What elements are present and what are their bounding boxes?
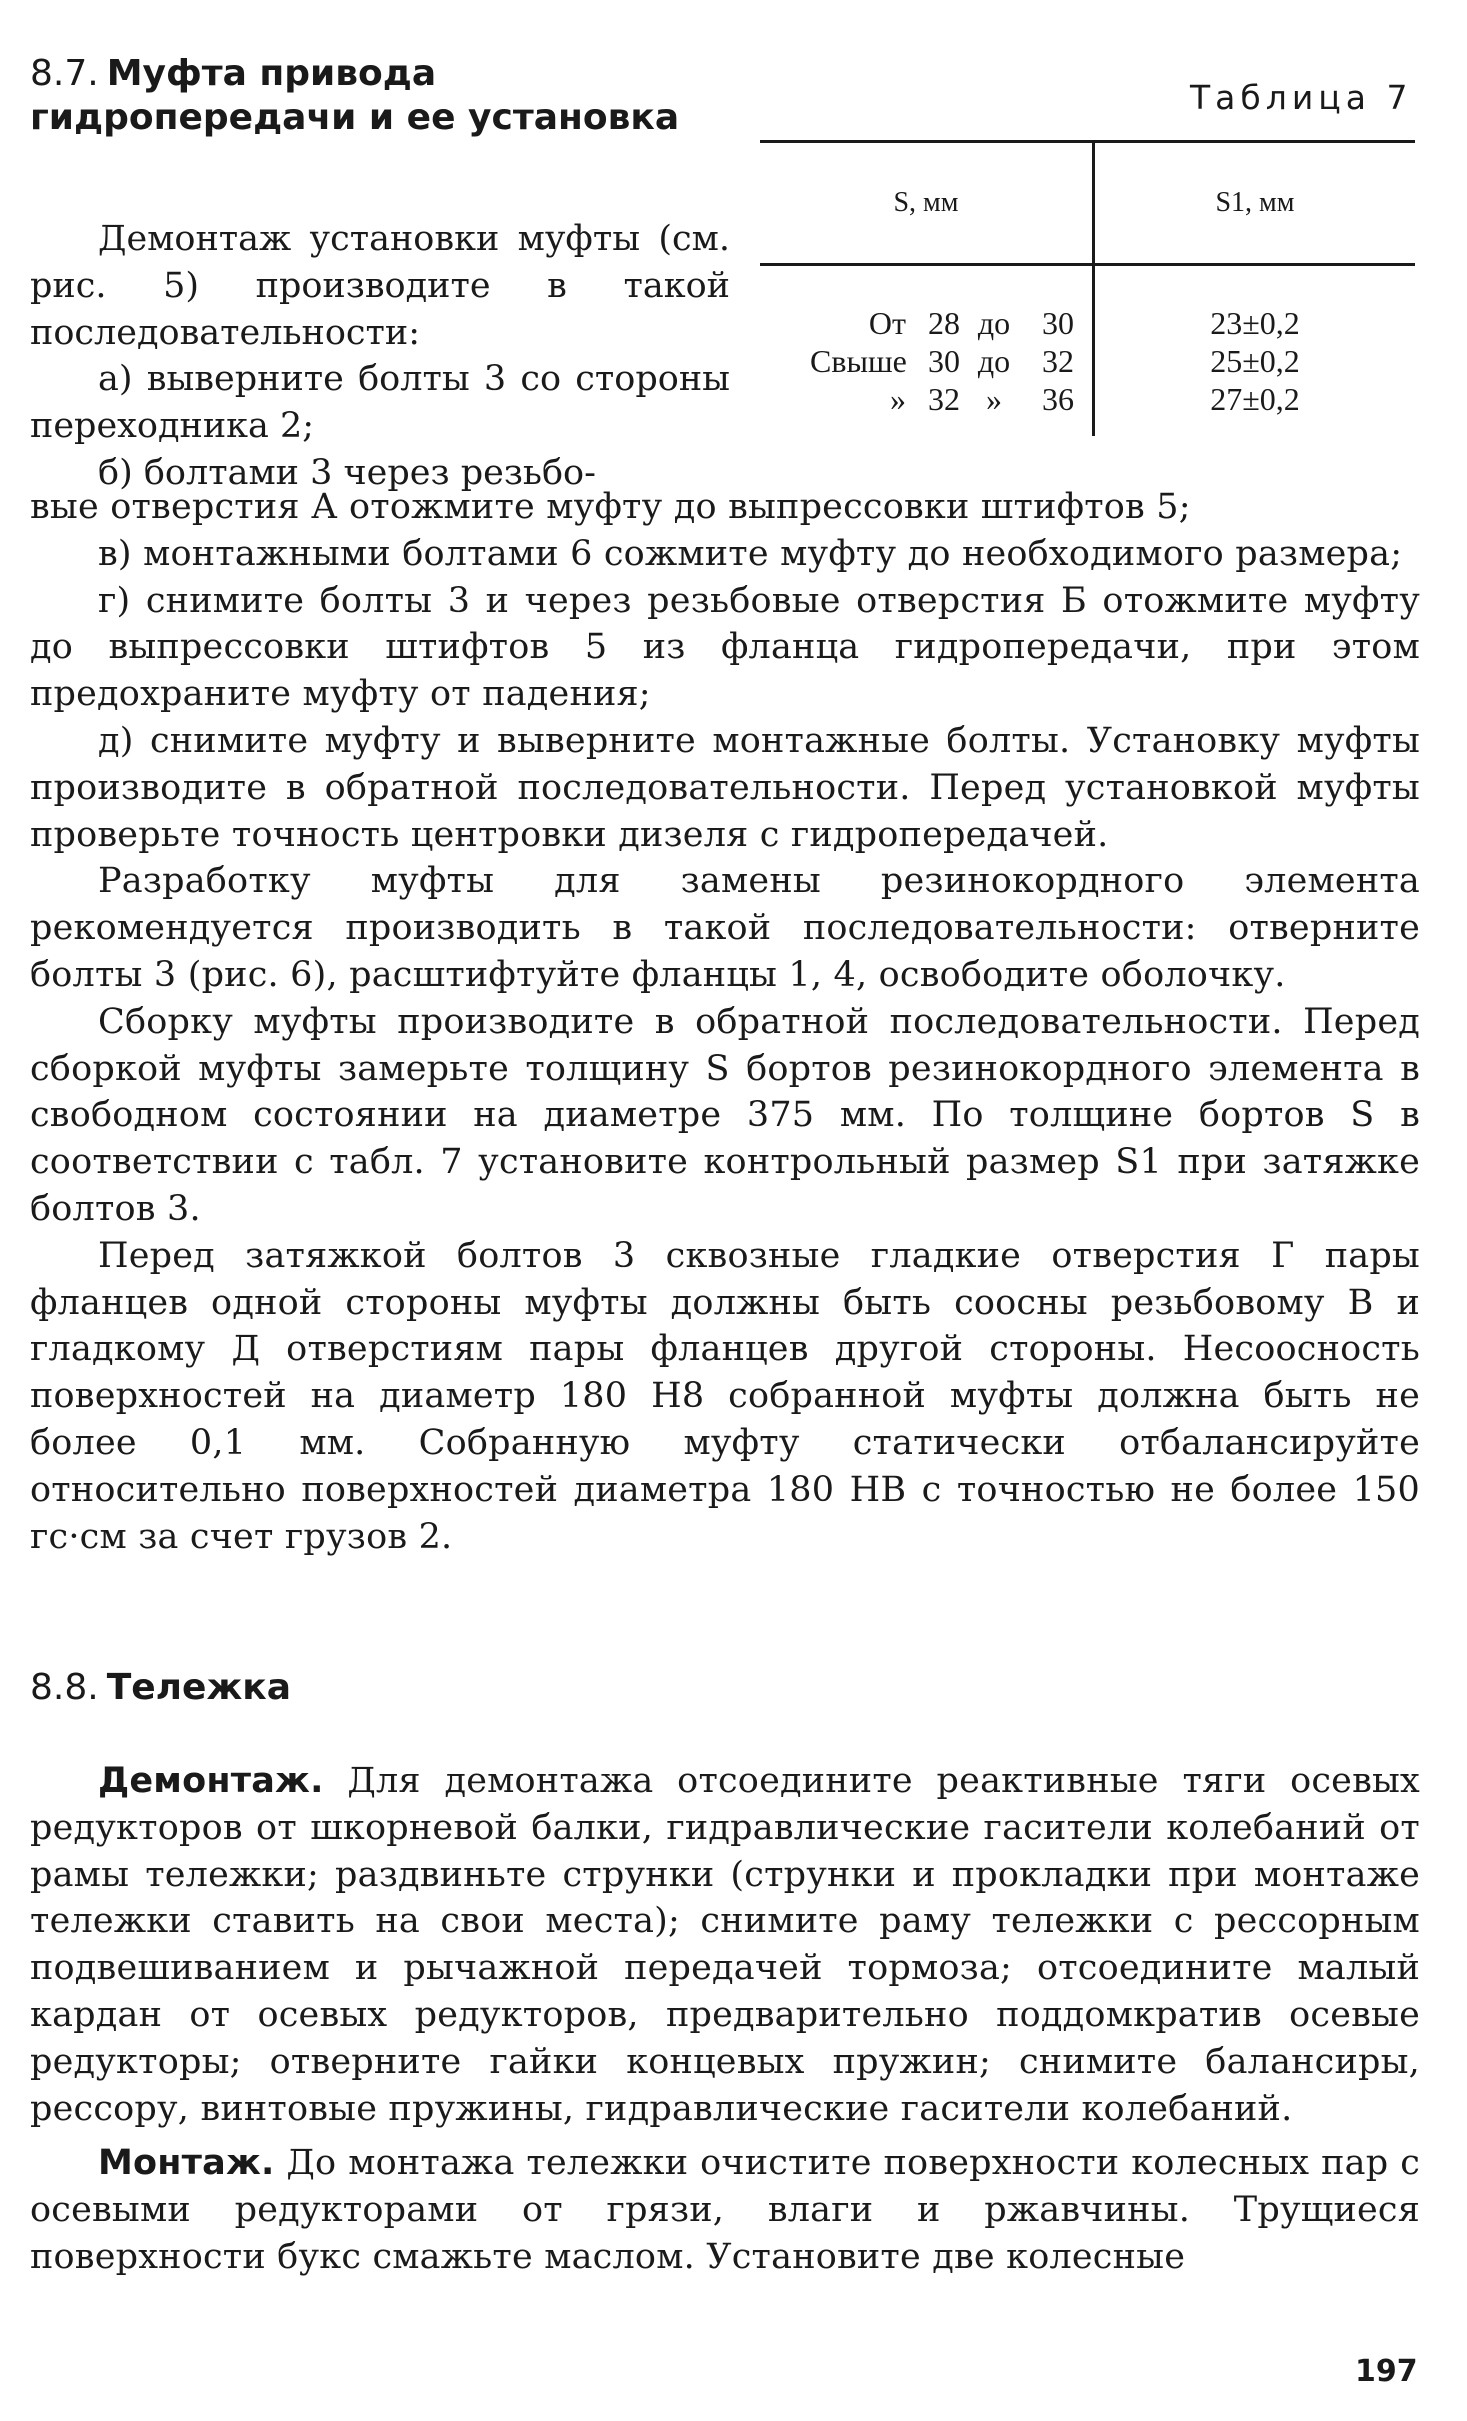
table-7 (760, 140, 1415, 436)
paragraph: Перед затяжкой болтов 3 сквозные гладкие отверстия Г пары фланцев одной стороны муфты должны быть соосны резьбовому В и гладкому Д отверстиям пары фланцев другой стороны. Несоосность поверхностей на диаметр 180 Н8 собранной муфты должна быть не более 0,1 мм. Собранную муфту статически отбалансируйте относительно поверхностей диаметра 180 НВ с точностью не более 150 гс·см за счет грузов 2. (30, 1235, 1420, 1557)
s-ranges-cell (760, 265, 1094, 437)
section-8-7-heading (30, 52, 750, 140)
step-b-start: б) болтами 3 через резьбо- (98, 452, 596, 493)
section-title: Муфта привода гидропередачи и ее установка (30, 53, 680, 138)
main-text (30, 484, 1420, 1560)
s1-value: 27±0,2 (1210, 381, 1300, 417)
step-a: а) выверните болты 3 со стороны переходника 2; (30, 359, 730, 447)
table-row: От 28 до 30 (868, 305, 1074, 341)
section-title: Тележка (106, 1667, 292, 1708)
s1-value: 25±0,2 (1210, 343, 1300, 379)
header-s1: S1, мм (1094, 142, 1416, 265)
section-8-8-heading (30, 1666, 291, 1710)
step-d: д) снимите муфту и выверните монтажные болты. Установку муфты производите в обратной последовательности. Перед установкой муфты проверьте точность центровки дизеля с гидропередачей. (30, 720, 1420, 855)
s1-value: 23±0,2 (1210, 305, 1300, 341)
table-caption: Таблица 7 (1190, 78, 1413, 117)
section-number: 8.8. (30, 1667, 99, 1708)
table-row: Свыше 30 до 32 (810, 343, 1074, 379)
page-number: 197 (1355, 2354, 1418, 2389)
paragraph-text: Для демонтажа отсоедините реактивные тяги осевых редукторов от шкорневой балки, гидравлические гасители колебаний от рамы тележки; раздвиньте струнки (струнки и прокладки при монтаже тележки ставить на свои места); снимите раму тележки с рессорным подвешиванием и рычажной передачей тормоза; отсоедините малый кардан от осевых редукторов, предварительно поддомкратив осевые редукторы; отверните гайки концевых пружин; снимите балансиры, рессору, винтовые пружины, гидравлические гасители колебаний. (30, 1761, 1420, 2129)
step-g: г) снимите болты 3 и через резьбовые отверстия Б отожмите муфту до выпрессовки штифтов 5 из фланца гидропередачи, при этом предохраните муфту от падения; (30, 580, 1420, 715)
paragraph: Сборку муфты производите в обратной последовательности. Перед сборкой муфты замерьте толщину S бортов резинокордного элемента в свободном состоянии на диаметре 375 мм. По толщине бортов S в соответствии с табл. 7 установите контрольный размер S1 при затяжке болтов 3. (30, 1001, 1420, 1229)
lead-word: Демонтаж. (98, 1761, 324, 1801)
table-row: » 32 » 36 (890, 381, 1074, 417)
intro-block (30, 216, 730, 497)
cart-text (30, 1758, 1420, 2281)
header-s: S, мм (760, 142, 1094, 265)
step-v: в) монтажными болтами 6 сожмите муфту до необходимого размера; (98, 533, 1403, 574)
paragraph-text: До монтажа тележки очистите поверхности колесных пар с осевыми редукторами от грязи, влаги и ржавчины. Трущиеся поверхности букс смажьте маслом. Установите две колесные (30, 2143, 1420, 2277)
s1-values-cell (1094, 265, 1416, 437)
lead-word: Монтаж. (98, 2143, 275, 2184)
step-b-end: вые отверстия А отожмите муфту до выпрессовки штифтов 5; (30, 487, 1191, 527)
paragraph-assembly (30, 2140, 1420, 2280)
paragraph: Разработку муфты для замены резинокордного элемента рекомендуется производить в такой последовательности: отверните болты 3 (рис. 6), расштифтуйте фланцы 1, 4, освободите оболочку. (30, 861, 1420, 995)
section-number: 8.7. (30, 53, 99, 94)
paragraph: Демонтаж установки муфты (см. рис. 5) производите в такой последовательности: (30, 219, 730, 353)
paragraph-dismantling (30, 1758, 1420, 2132)
